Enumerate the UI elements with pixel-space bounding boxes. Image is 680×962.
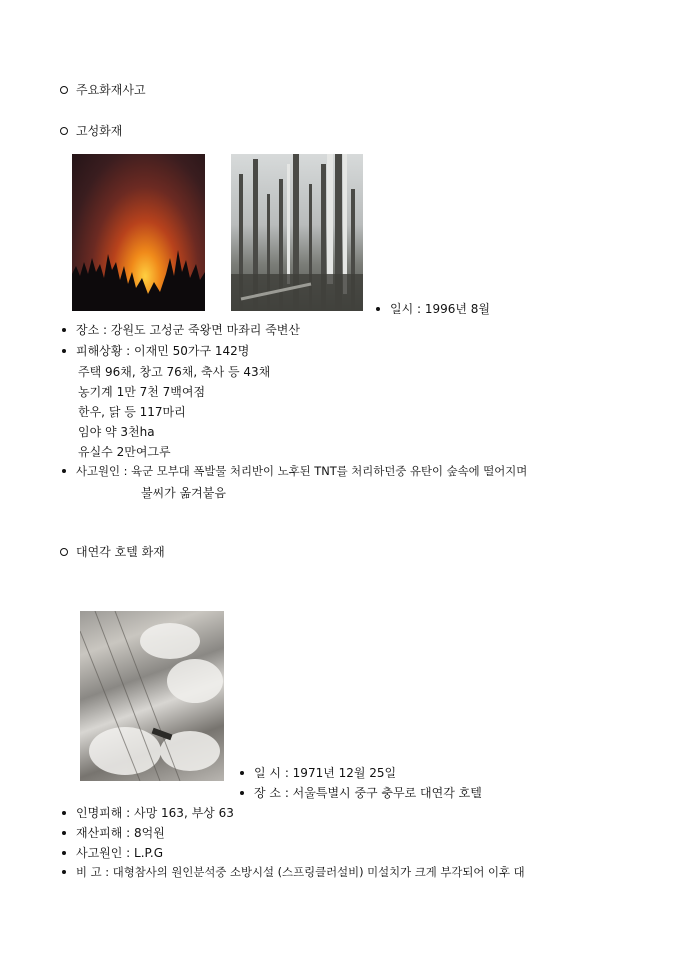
daeyeongak-note: 비 고 : 대형참사의 원인분석중 소방시설 (스프링클러설비) 미설치가 크게 부각되어 이후 대: [62, 864, 525, 880]
damage-line: 한우, 닭 등 117마리: [78, 405, 186, 419]
goseong-damage: 피해상황 : 이재민 50가구 142명: [62, 342, 249, 359]
burnt-forest-photo: [231, 154, 363, 311]
bullet-icon: [62, 349, 66, 353]
circle-bullet-icon: [60, 127, 68, 135]
section-heading-goseong: 고성화재: [60, 122, 122, 139]
damage-line: 유실수 2만여그루: [78, 445, 171, 459]
damage-line: 주택 96채, 창고 76채, 축사 등 43채: [78, 365, 271, 379]
circle-bullet-icon: [60, 86, 68, 94]
daeyeongak-property: 재산피해 : 8억원: [62, 824, 165, 841]
bullet-icon: [376, 307, 380, 311]
section-heading-daeyeongak: 대연각 호텔 화재: [60, 543, 165, 560]
bullet-icon: [240, 791, 244, 795]
forest-fire-photo: [72, 154, 205, 311]
damage-line: 농기계 1만 7천 7백여점: [78, 385, 206, 399]
goseong-date: 일시 : 1996년 8월: [376, 300, 490, 317]
section-heading-main: 주요화재사고: [60, 81, 146, 98]
daeyeongak-date: 일 시 : 1971년 12월 25일: [240, 764, 396, 781]
hotel-fire-photo: [80, 611, 224, 781]
circle-bullet-icon: [60, 548, 68, 556]
daeyeongak-location: 장 소 : 서울특별시 중구 충무로 대연각 호텔: [240, 784, 482, 801]
damage-line: 임야 약 3천ha: [78, 425, 155, 439]
bullet-icon: [240, 771, 244, 775]
bullet-icon: [62, 831, 66, 835]
bullet-icon: [62, 469, 66, 473]
goseong-cause-continued: 불씨가 옮겨붙음: [141, 486, 226, 500]
goseong-location: 장소 : 강원도 고성군 죽왕면 마좌리 죽변산: [62, 321, 300, 338]
bullet-icon: [62, 811, 66, 815]
bullet-icon: [62, 328, 66, 332]
daeyeongak-casualties: 인명피해 : 사망 163, 부상 63: [62, 804, 234, 821]
goseong-cause: 사고원인 : 육군 모부대 폭발물 처리반이 노후된 TNT를 처리하던중 유탄이 숲속에 떨어지며: [62, 463, 527, 479]
bullet-icon: [62, 870, 66, 874]
bullet-icon: [62, 851, 66, 855]
daeyeongak-cause: 사고원인 : L.P.G: [62, 844, 163, 861]
